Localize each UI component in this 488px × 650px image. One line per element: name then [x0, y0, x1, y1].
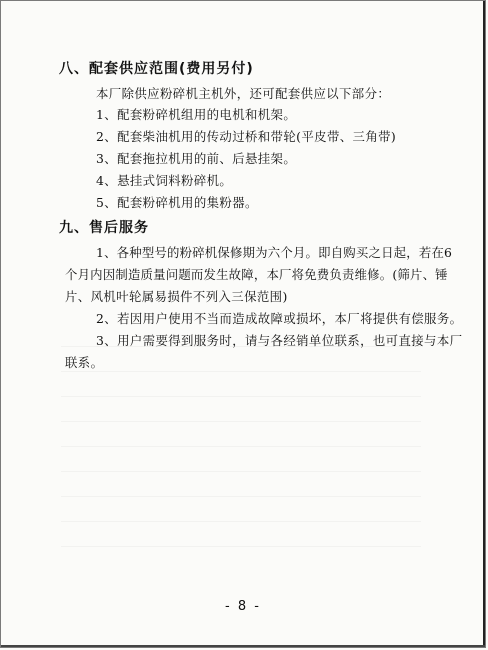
- section-9-heading: 九、售后服务: [59, 220, 149, 236]
- section-9-paragraph-3-line-1: 3、用户需要得到服务时，请与各经销单位联系，也可直接与本厂: [96, 333, 463, 348]
- page-border-bottom: [1, 645, 485, 647]
- section-8-intro: 本厂除供应粉碎机主机外，还可配套供应以下部分：: [96, 86, 391, 101]
- section-8-item-2: 2、配套柴油机用的传动过桥和带轮(平皮带、三角带): [96, 129, 397, 144]
- page-number: - 8 -: [225, 599, 261, 614]
- section-9-paragraph-1-line-3: 片、风机叶轮属易损件不列入三保范围): [65, 289, 288, 304]
- section-8-item-3: 3、配套拖拉机用的前、后悬挂架。: [96, 151, 297, 166]
- section-8-item-5: 5、配套粉碎机用的集粉器。: [96, 195, 258, 210]
- section-8-heading: 八、配套供应范围(费用另付): [59, 61, 254, 77]
- section-9-paragraph-3-line-2: 联系。: [65, 355, 104, 370]
- section-9-paragraph-1-line-1: 1、各种型号的粉碎机保修期为六个月。即自购买之日起，若在6: [96, 245, 453, 260]
- page-border-right: [483, 1, 485, 647]
- section-9-paragraph-1-line-2: 个月内因制造质量问题而发生故障，本厂将免费负责维修。(筛片、锤: [65, 267, 448, 282]
- section-9-paragraph-2: 2、若因用户使用不当而造成故障或损坏，本厂将提供有偿服务。: [96, 311, 463, 326]
- section-8-item-4: 4、悬挂式饲料粉碎机。: [96, 173, 233, 188]
- show-through-shadow: [61, 331, 421, 571]
- section-8-item-1: 1、配套粉碎机组用的电机和机架。: [96, 107, 297, 122]
